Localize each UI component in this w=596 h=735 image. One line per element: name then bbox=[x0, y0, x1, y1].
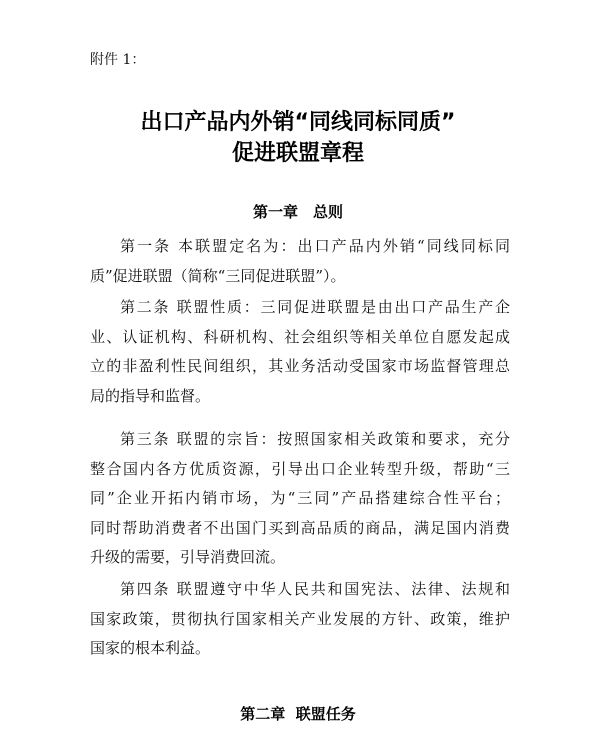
article-3-line-5: 升级的需要，引导消费回流。 bbox=[90, 548, 286, 566]
attachment-label: 附件 1： bbox=[90, 52, 146, 68]
article-4-line-2: 国家政策，贯彻执行国家相关产业发展的方针、政策，维护 bbox=[90, 609, 510, 628]
article-4-line-1: 第四条 联盟遵守中华人民共和国宪法、法律、法规和 bbox=[120, 580, 510, 598]
article-2-line-4: 局的指导和监督。 bbox=[90, 386, 211, 405]
article-2-line-3: 立的非盈利性民间组织，其业务活动受国家市场监督管理总 bbox=[90, 357, 510, 375]
article-4-line-3: 国家的根本利益。 bbox=[90, 639, 211, 657]
article-1 bbox=[90, 232, 510, 291]
article-3-line-4: 同时帮助消费者不出国门买到高品质的商品，满足国内消费 bbox=[90, 518, 510, 537]
article-3-line-1: 第三条 联盟的宗旨：按照国家相关政策和要求，充分 bbox=[120, 430, 510, 448]
article-2-line-1: 第二条 联盟性质：三同促进联盟是由出口产品生产企 bbox=[120, 298, 510, 316]
article-1-line-1: 第一条 本联盟定名为：出口产品内外销“同线同标同 bbox=[120, 237, 510, 255]
chapter-2-heading: 第二章 联盟任务 bbox=[240, 705, 356, 723]
article-4 bbox=[90, 575, 510, 664]
article-1-line-2: 质”促进联盟（简称“三同促进联盟”）。 bbox=[90, 266, 346, 285]
article-2 bbox=[90, 293, 510, 411]
document-title-line-1: 出口产品内外销“同线同标同质” bbox=[140, 110, 456, 135]
document-title-line-2: 促进联盟章程 bbox=[231, 141, 364, 166]
article-3-line-3: 同”企业开拓内销市场，为“三同”产品搭建综合性平台； bbox=[90, 489, 510, 507]
article-2-line-2: 业、认证机构、科研机构、社会组织等相关单位自愿发起成 bbox=[90, 327, 510, 346]
chapter-1-heading: 第一章 总则 bbox=[252, 203, 343, 221]
article-3 bbox=[90, 425, 510, 573]
article-3-line-2: 整合国内各方优质资源，引导出口企业转型升级，帮助“三 bbox=[90, 459, 510, 478]
